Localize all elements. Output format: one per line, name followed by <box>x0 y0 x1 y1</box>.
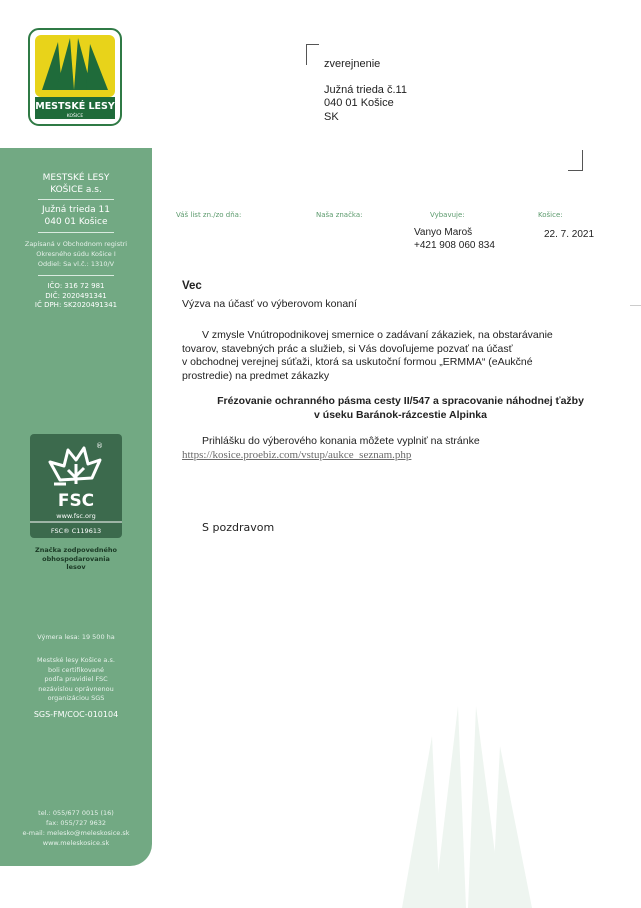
company-name-line2: KOŠICE a.s. <box>50 185 102 195</box>
website[interactable]: www.meleskosice.sk <box>42 839 110 847</box>
logo-text: MESTSKÉ LESY <box>35 101 115 112</box>
label-place: Košice: <box>538 211 563 219</box>
handler-phone: +421 908 060 834 <box>414 240 495 251</box>
recipient-line3: 040 01 Košice <box>324 97 394 109</box>
forest-area: Výmera lesa: 19 500 ha <box>37 633 115 641</box>
handler <box>414 226 495 252</box>
fsc-caption-line1: Značka zodpovedného <box>35 546 117 554</box>
cert-line4: nezávislou oprávnenou <box>38 684 114 693</box>
body-line2: tovarov, stavebných prác a služieb, si Vás dovoľujeme pozvať na účasť <box>182 342 513 355</box>
fsc-tree-icon <box>30 434 122 538</box>
subject-label: Vec <box>182 280 202 292</box>
mestske-lesy-logo <box>28 28 122 126</box>
divider <box>38 199 114 200</box>
divider <box>38 232 114 233</box>
recipient-line2: Južná trieda č.11 <box>324 83 407 96</box>
recipient-line1: zverejnenie <box>324 58 381 70</box>
ico: IČO: 316 72 981 <box>47 282 105 290</box>
registry-line1: Zapísaná v Obchodnom registri <box>24 240 128 248</box>
fax: fax: 055/727 9632 <box>46 819 106 827</box>
fsc-badge <box>30 434 122 538</box>
address-line2: 040 01 Košice <box>44 217 108 227</box>
company-address <box>0 204 152 228</box>
registry-info <box>0 239 152 269</box>
phone: tel.: 055/677 0015 (16) <box>38 809 114 817</box>
logo-watermark <box>392 696 542 908</box>
ic-dph: IČ DPH: SK2020491341 <box>34 301 118 309</box>
registry-line2: Okresného súdu Košice I <box>36 250 116 258</box>
contact-info <box>0 808 152 848</box>
divider <box>38 275 114 276</box>
address-window-corner-bottom-right <box>568 150 583 171</box>
cert-line5: organizáciou SGS <box>47 694 105 702</box>
cert-line3: podľa pravidiel FSC <box>44 675 108 683</box>
logo-subtext: KOŠICE <box>66 114 84 119</box>
title-line1: Frézovanie ochranného pásma cesty II/547 a spracovanie náhodnej ťažby <box>217 395 584 407</box>
contract-title <box>182 395 619 422</box>
apply-text: Prihlášku do výberového konania môžete vyplniť na stránke <box>202 435 480 447</box>
fsc-registered-mark: ® <box>96 442 103 450</box>
body-line3: v obchodnej verejnej súťaži, ktorá sa uskutoční formou „ERMMA“ (eAukčné <box>182 356 533 368</box>
email[interactable]: e-mail: melesko@meleskosice.sk <box>22 829 130 837</box>
fsc-caption-line2: obhospodarovania <box>42 554 110 563</box>
registry-line3: Oddiel: Sa vl.č.: 1310/V <box>37 260 115 268</box>
fsc-caption-line3: lesov <box>66 563 86 571</box>
sgs-code: SGS-FM/COC-010104 <box>33 710 119 719</box>
address-window-corner-top-left <box>306 44 319 65</box>
address-line1: Južná trieda 11 <box>42 205 110 215</box>
closing: S pozdravom <box>202 521 275 534</box>
fsc-url: www.fsc.org <box>56 512 96 520</box>
company-name-line1: MESTSKÉ LESY <box>42 173 110 183</box>
letter-date: 22. 7. 2021 <box>544 229 595 240</box>
dic: DIČ: 2020491341 <box>45 291 107 300</box>
handler-name: Vanyo Maroš <box>414 227 473 238</box>
application-link[interactable]: https://kosice.proebiz.com/vstup/aukce_seznam.php <box>182 449 412 461</box>
fsc-caption <box>0 546 152 572</box>
label-our-ref: Naša značka: <box>316 211 363 219</box>
title-line2: v úseku Baránok-rázcestie Alpinka <box>314 408 487 421</box>
fold-mark <box>630 305 641 306</box>
certification-info <box>0 656 152 704</box>
cert-line2: boli certifikované <box>48 665 104 674</box>
cert-line1: Mestské lesy Košice a.s. <box>37 656 115 664</box>
label-your-letter: Váš list zn./zo dňa: <box>176 211 242 219</box>
company-name <box>0 172 152 196</box>
body-line1: V zmysle Vnútropodnikovej smernice o zadávaní zákaziek, na obstarávanie <box>202 329 553 341</box>
recipient-address <box>324 58 407 124</box>
body-line4: prostredie) na predmet zákazky <box>182 369 330 382</box>
subject-line: Výzva na účasť vo výberovom konaní <box>182 298 357 310</box>
fsc-label: FSC <box>57 491 95 511</box>
company-ids <box>0 282 152 311</box>
recipient-line4: SK <box>324 110 339 123</box>
label-handled-by: Vybavuje: <box>430 211 465 219</box>
fsc-code: FSC® C119613 <box>50 527 102 535</box>
letterhead-sidebar <box>0 0 152 866</box>
letter-body <box>182 329 596 383</box>
